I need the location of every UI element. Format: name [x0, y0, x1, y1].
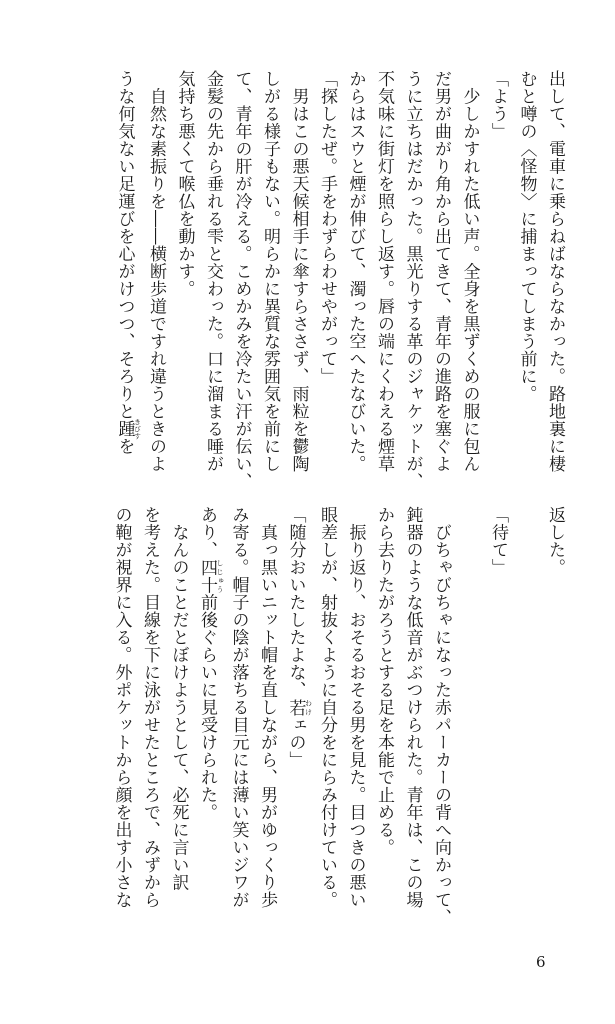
text-line [427, 70, 456, 500]
text-line [193, 506, 225, 936]
text-line [370, 70, 399, 500]
text-segment: 少しかすれた低い声。全身を黒ずくめの服に包ん [459, 70, 480, 473]
ruby-word: 四十 しじゅう [197, 558, 224, 594]
text-segment: だ男が曲がり角から出てきて、青年の進路を塞ぐよ [431, 70, 451, 473]
text-line [512, 506, 541, 936]
text-line [199, 70, 228, 500]
text-segment: 「よう」 [488, 70, 508, 140]
text-line [224, 506, 253, 936]
ruby-reading: しじゅう [216, 558, 224, 594]
text-segment: 不気味に街灯を照らし返す。唇の端にくわえる煙草 [374, 70, 394, 473]
text-segment: ェの」 [285, 716, 306, 769]
text-segment: を考えた。目線を下に泳がせたところで、みずから [140, 506, 160, 909]
text-segment: 鈍器のような低音がぶつけられた。青年は、この場 [402, 506, 423, 909]
text-segment: 金髪の先から垂れる雫と交わった。口に溜まる唾が [203, 70, 223, 473]
text-segment: から去りたがろうとする足を本能で止める。 [374, 506, 394, 856]
text-segment: なんのことだとぼけようとして、必死に言い訳 [168, 506, 189, 891]
ruby-word: 若 わけ [285, 698, 313, 716]
text-line [427, 506, 456, 936]
text-segment: 出して、電車に乗らねばならなかった。路地裏に棲 [545, 70, 565, 473]
text-segment: 「探したぜ。手をわずらわせやがって」 [317, 70, 337, 385]
ruby-reading: きびす [133, 418, 142, 440]
text-segment: 「待て」 [488, 506, 508, 576]
text-segment: み寄る。帽子の陰が落ちる目元には薄い笑いジワが [228, 506, 249, 909]
text-segment: 返した。 [545, 506, 565, 576]
text-segment: 気持ち悪くて喉仏を動かす。 [174, 70, 195, 298]
text-segment: を [114, 437, 135, 455]
text-line [455, 506, 484, 936]
text-segment: しがる様子もない。明らかに異質な雰囲気を前にし [260, 70, 280, 473]
text-line [341, 70, 370, 500]
page-number: 6 [536, 953, 546, 971]
upper-text-block [110, 70, 569, 500]
text-line [170, 70, 199, 500]
ruby-word: 踵 きびす [114, 418, 142, 440]
text-segment: あり、 [197, 506, 217, 559]
text-segment [460, 506, 480, 524]
text-line [370, 506, 399, 936]
text-segment: うに立ちはだかった。黒光りする革のジャケットが、 [402, 70, 423, 490]
text-segment [517, 506, 537, 524]
text-line [227, 70, 256, 500]
text-segment: て、青年の肝が冷える。こめかみを冷たい汗が伝い、 [231, 70, 252, 490]
text-line [541, 506, 570, 936]
text-line [313, 70, 342, 500]
text-line [398, 506, 427, 936]
text-segment: 「随分おいたしたよな、 [285, 506, 306, 699]
text-segment: の鞄が視界に入る。外ポケットから顔を出す小さな [111, 506, 132, 909]
text-line [110, 70, 142, 500]
text-line [484, 506, 513, 936]
text-line [136, 506, 165, 936]
text-line [164, 506, 193, 936]
text-segment: からはスウと煙が伸びて、濁った空へたなびいた。 [345, 70, 366, 473]
text-line [398, 70, 427, 500]
text-line [484, 70, 513, 500]
ruby-reading: わけ [304, 698, 313, 716]
text-segment: 眼差しが、射抜くように自分をにらみ付けている。 [317, 506, 337, 909]
lower-text-block [107, 506, 569, 936]
text-line [455, 70, 484, 500]
text-line [142, 70, 171, 500]
text-segment: びちゃびちゃになった赤パーカーの背へ向かって、 [431, 506, 451, 926]
text-line [281, 506, 313, 936]
text-segment: 男はこの悪天候相手に傘すらささず、雨粒を鬱陶 [288, 70, 309, 473]
text-line [341, 506, 370, 936]
text-line [107, 506, 136, 936]
text-segment: 前後ぐらいに見受けられた。 [197, 593, 217, 821]
text-segment: 振り返り、おそるおそる男を見た。目つきの悪い [345, 506, 366, 909]
text-segment: うな何気ない足運びを心がけつつ、そろりと [114, 70, 135, 420]
text-line [512, 70, 541, 500]
text-segment: 自然な素振りを――横断歩道ですれ違うときのよ [146, 70, 166, 473]
text-line [253, 506, 282, 936]
text-segment: むと噂の〈怪物〉に捕まってしまう前に。 [516, 70, 537, 403]
text-line [541, 70, 570, 500]
text-line [313, 506, 342, 936]
text-line [284, 70, 313, 500]
text-line [256, 70, 285, 500]
text-segment: 真っ黒いニット帽を直しながら、男がゆっくり歩 [257, 506, 277, 909]
